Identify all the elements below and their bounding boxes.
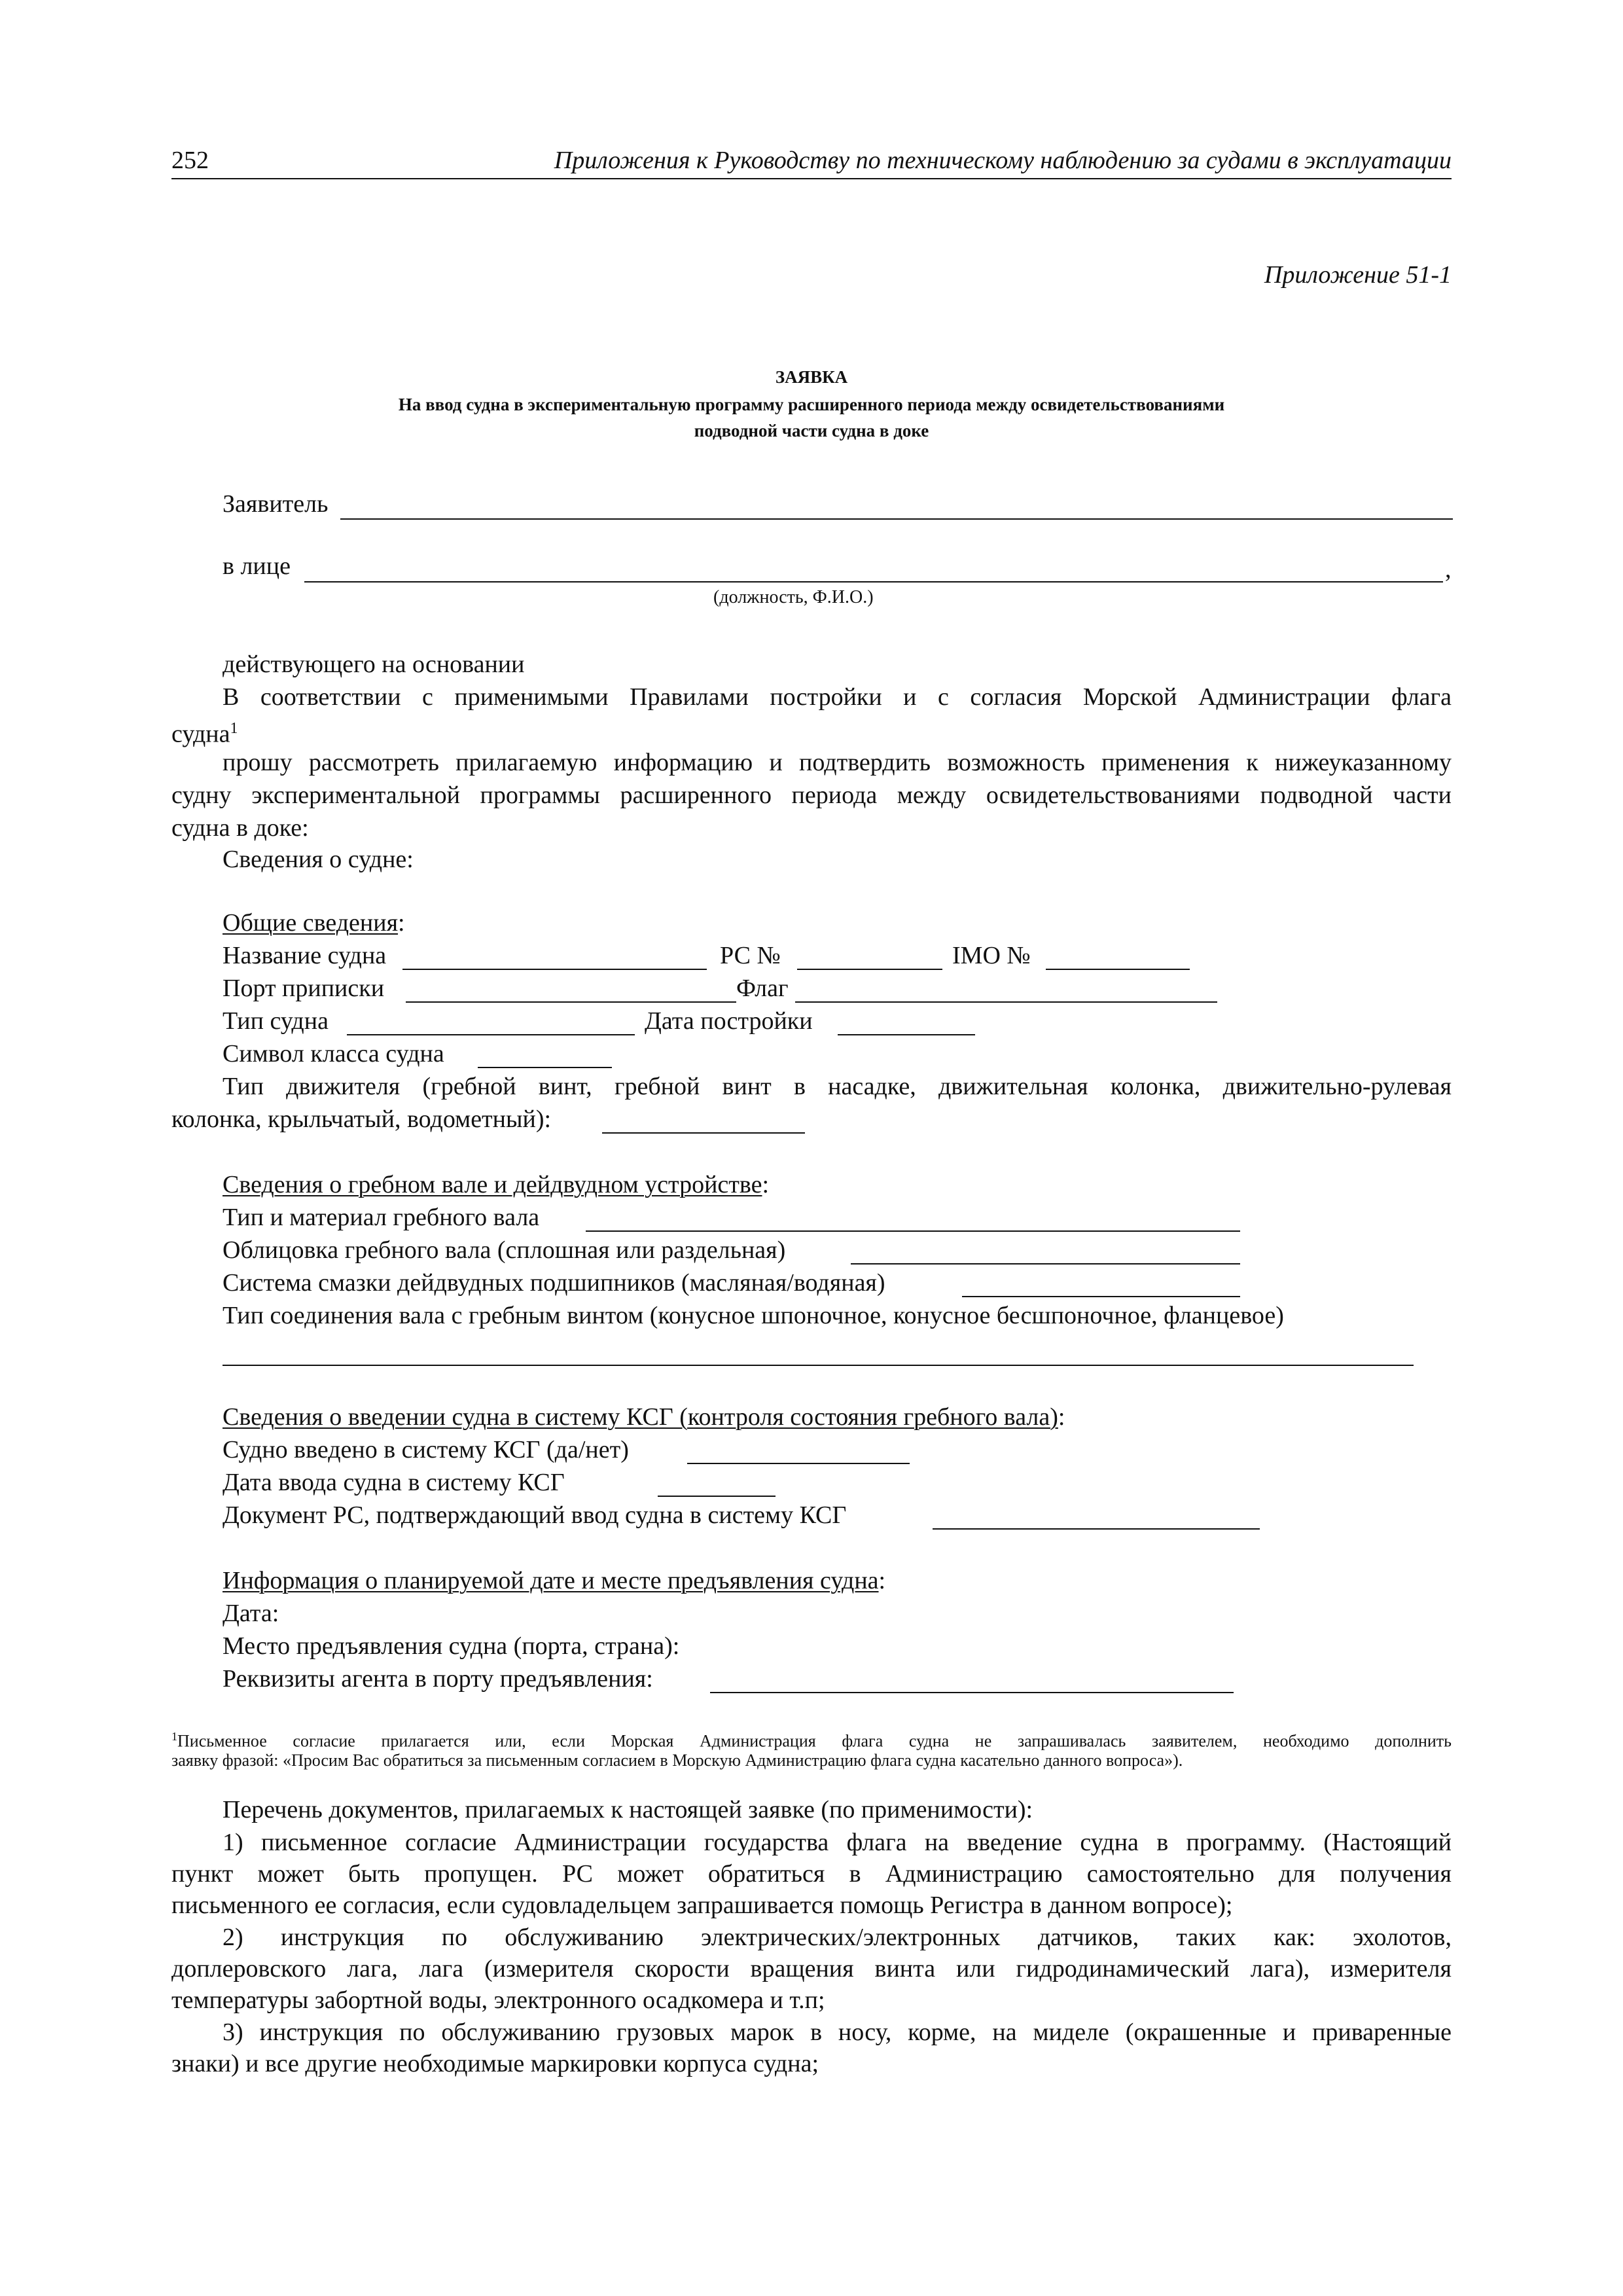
agent-details-label: Реквизиты агента в порту предъявления: bbox=[223, 1665, 653, 1693]
lubrication-field[interactable] bbox=[962, 1296, 1240, 1297]
ksg-document-label: Документ РС, подтверждающий ввод судна в систему КСГ bbox=[223, 1501, 847, 1529]
ksg-date-field[interactable] bbox=[658, 1496, 776, 1497]
agent-details-field[interactable] bbox=[710, 1692, 1234, 1693]
imo-number-label: IMO № bbox=[952, 942, 1031, 969]
rs-number-label: РС № bbox=[720, 942, 781, 969]
page-number: 252 bbox=[171, 147, 209, 174]
presentation-date-label: Дата: bbox=[223, 1600, 279, 1627]
ksg-introduced-label: Судно введено в систему КСГ (да/нет) bbox=[223, 1436, 629, 1463]
home-port-label: Порт приписки bbox=[223, 975, 385, 1002]
footnote-mark: 1 bbox=[230, 720, 238, 737]
presentation-heading: Информация о планируемой дате и месте предъявления судна: bbox=[223, 1567, 886, 1594]
shaft-connection-field[interactable] bbox=[223, 1365, 1414, 1366]
shaft-material-label: Тип и материал гребного вала bbox=[223, 1204, 540, 1231]
class-symbol-label: Символ класса судна bbox=[223, 1040, 444, 1067]
request-text-2: судну экспериментальной программы расширенного периода между освидетельствованиями подводной части bbox=[171, 781, 1452, 809]
accordance-text-1: В соответствии с применимыми Правилами постройки и с согласия Морской Администрации флага bbox=[223, 683, 1452, 711]
propulsor-type-text-1: Тип движителя (гребной винт, гребной винт в насадке, движительная колонка, движительно-рулевая bbox=[223, 1073, 1452, 1100]
request-text-3: судна в доке: bbox=[171, 814, 309, 842]
propulsor-type-text-2: колонка, крыльчатый, водометный): bbox=[171, 1105, 552, 1133]
document-item-2-line-3: температуры забортной воды, электронного осадкомера и т.п; bbox=[171, 1986, 825, 2014]
footnote-text-2: заявку фразой: «Просим Вас обратиться за письменным согласием в Морскую Администрацию флага судна касательно данного вопроса»). bbox=[171, 1751, 1183, 1770]
rs-number-field[interactable] bbox=[797, 969, 942, 970]
in-person-line[interactable] bbox=[304, 581, 1443, 583]
running-title: Приложения к Руководству по техническому наблюдению за судами в эксплуатации bbox=[554, 147, 1452, 174]
class-symbol-field[interactable] bbox=[478, 1067, 612, 1068]
document-subtitle-2: подводной части судна в доке bbox=[694, 421, 929, 440]
document-item-3-line-2: знаки) и все другие необходимые маркировки корпуса судна; bbox=[171, 2050, 819, 2077]
in-person-label: в лице bbox=[223, 552, 291, 580]
acting-basis-text: действующего на основании bbox=[223, 651, 525, 678]
accordance-text-2: судна$^1$ bbox=[171, 720, 238, 748]
ship-info-heading: Сведения о судне: bbox=[223, 846, 414, 873]
ship-name-label: Название судна bbox=[223, 942, 387, 969]
document-item-3-line-1: 3) инструкция по обслуживанию грузовых марок в носу, корме, на миделе (окрашенные и приваренные bbox=[223, 2018, 1452, 2046]
request-text-1: прошу рассмотреть прилагаемую информацию и подтвердить возможность применения к нижеуказанному bbox=[223, 749, 1452, 776]
applicant-line[interactable] bbox=[340, 518, 1453, 520]
ksg-document-field[interactable] bbox=[933, 1528, 1260, 1530]
appendix-label: Приложение 51-1 bbox=[1264, 261, 1452, 289]
build-date-field[interactable] bbox=[838, 1034, 975, 1035]
applicant-label: Заявитель bbox=[223, 490, 329, 518]
flag-label: Флаг bbox=[736, 975, 789, 1002]
general-heading: Общие сведения: bbox=[223, 909, 405, 937]
shaft-connection-label: Тип соединения вала с гребным винтом (конусное шпоночное, конусное бесшпоночное, фланцевое) bbox=[223, 1302, 1284, 1329]
ksg-introduced-field[interactable] bbox=[687, 1463, 910, 1464]
in-person-comma: , bbox=[1445, 556, 1452, 583]
document-item-1-line-3: письменного ее согласия, если судовладельцем запрашивается помощь Регистра в данном вопросе); bbox=[171, 1892, 1233, 1919]
document-item-1-line-2: пункт может быть пропущен. РС может обратиться в Администрацию самостоятельно для получения bbox=[171, 1860, 1452, 1888]
flag-field[interactable] bbox=[795, 1001, 1217, 1003]
document-title: ЗАЯВКА bbox=[775, 367, 848, 387]
ship-type-label: Тип судна bbox=[223, 1007, 329, 1035]
build-date-label: Дата постройки bbox=[645, 1007, 813, 1035]
presentation-place-label: Место предъявления судна (порта, страна): bbox=[223, 1632, 680, 1660]
document-item-1-line-1: 1) письменное согласие Администрации государства флага на введение судна в программу. (Настоящий bbox=[223, 1829, 1452, 1856]
ship-name-field[interactable] bbox=[402, 969, 707, 970]
propulsor-type-field[interactable] bbox=[602, 1132, 805, 1134]
header-rule bbox=[171, 178, 1452, 179]
in-person-caption: (должность, Ф.И.О.) bbox=[713, 587, 874, 607]
document-item-2-line-1: 2) инструкция по обслуживанию электрических/электронных датчиков, таких как: эхолотов, bbox=[223, 1924, 1452, 1951]
documents-intro: Перечень документов, прилагаемых к настоящей заявке (по применимости): bbox=[223, 1796, 1033, 1823]
shaft-liner-label: Облицовка гребного вала (сплошная или раздельная) bbox=[223, 1236, 786, 1264]
shaft-heading: Сведения о гребном вале и дейдвудном устройстве: bbox=[223, 1171, 770, 1198]
shaft-liner-field[interactable] bbox=[851, 1263, 1240, 1265]
footnote-text-1: $^1$Письменное согласие прилагается или, если Морская Администрация флага судна не запрашивалась заявителем, необходимо дополнить bbox=[171, 1730, 1452, 1751]
document-subtitle-1: На ввод судна в экспериментальную программу расширенного периода между освидетельствованиями bbox=[398, 395, 1225, 414]
document-item-2-line-2: доплеровского лага, лага (измерителя скорости вращения винта или гидродинамический лага), измерителя bbox=[171, 1955, 1452, 1982]
ksg-date-label: Дата ввода судна в систему КСГ bbox=[223, 1469, 565, 1496]
ksg-heading: Сведения о введении судна в систему КСГ (контроля состояния гребного вала): bbox=[223, 1403, 1065, 1431]
shaft-material-field[interactable] bbox=[586, 1230, 1240, 1232]
imo-number-field[interactable] bbox=[1046, 969, 1190, 970]
ship-type-field[interactable] bbox=[347, 1034, 635, 1035]
home-port-field[interactable] bbox=[406, 1001, 736, 1003]
lubrication-label: Система смазки дейдвудных подшипников (масляная/водяная) bbox=[223, 1269, 885, 1297]
